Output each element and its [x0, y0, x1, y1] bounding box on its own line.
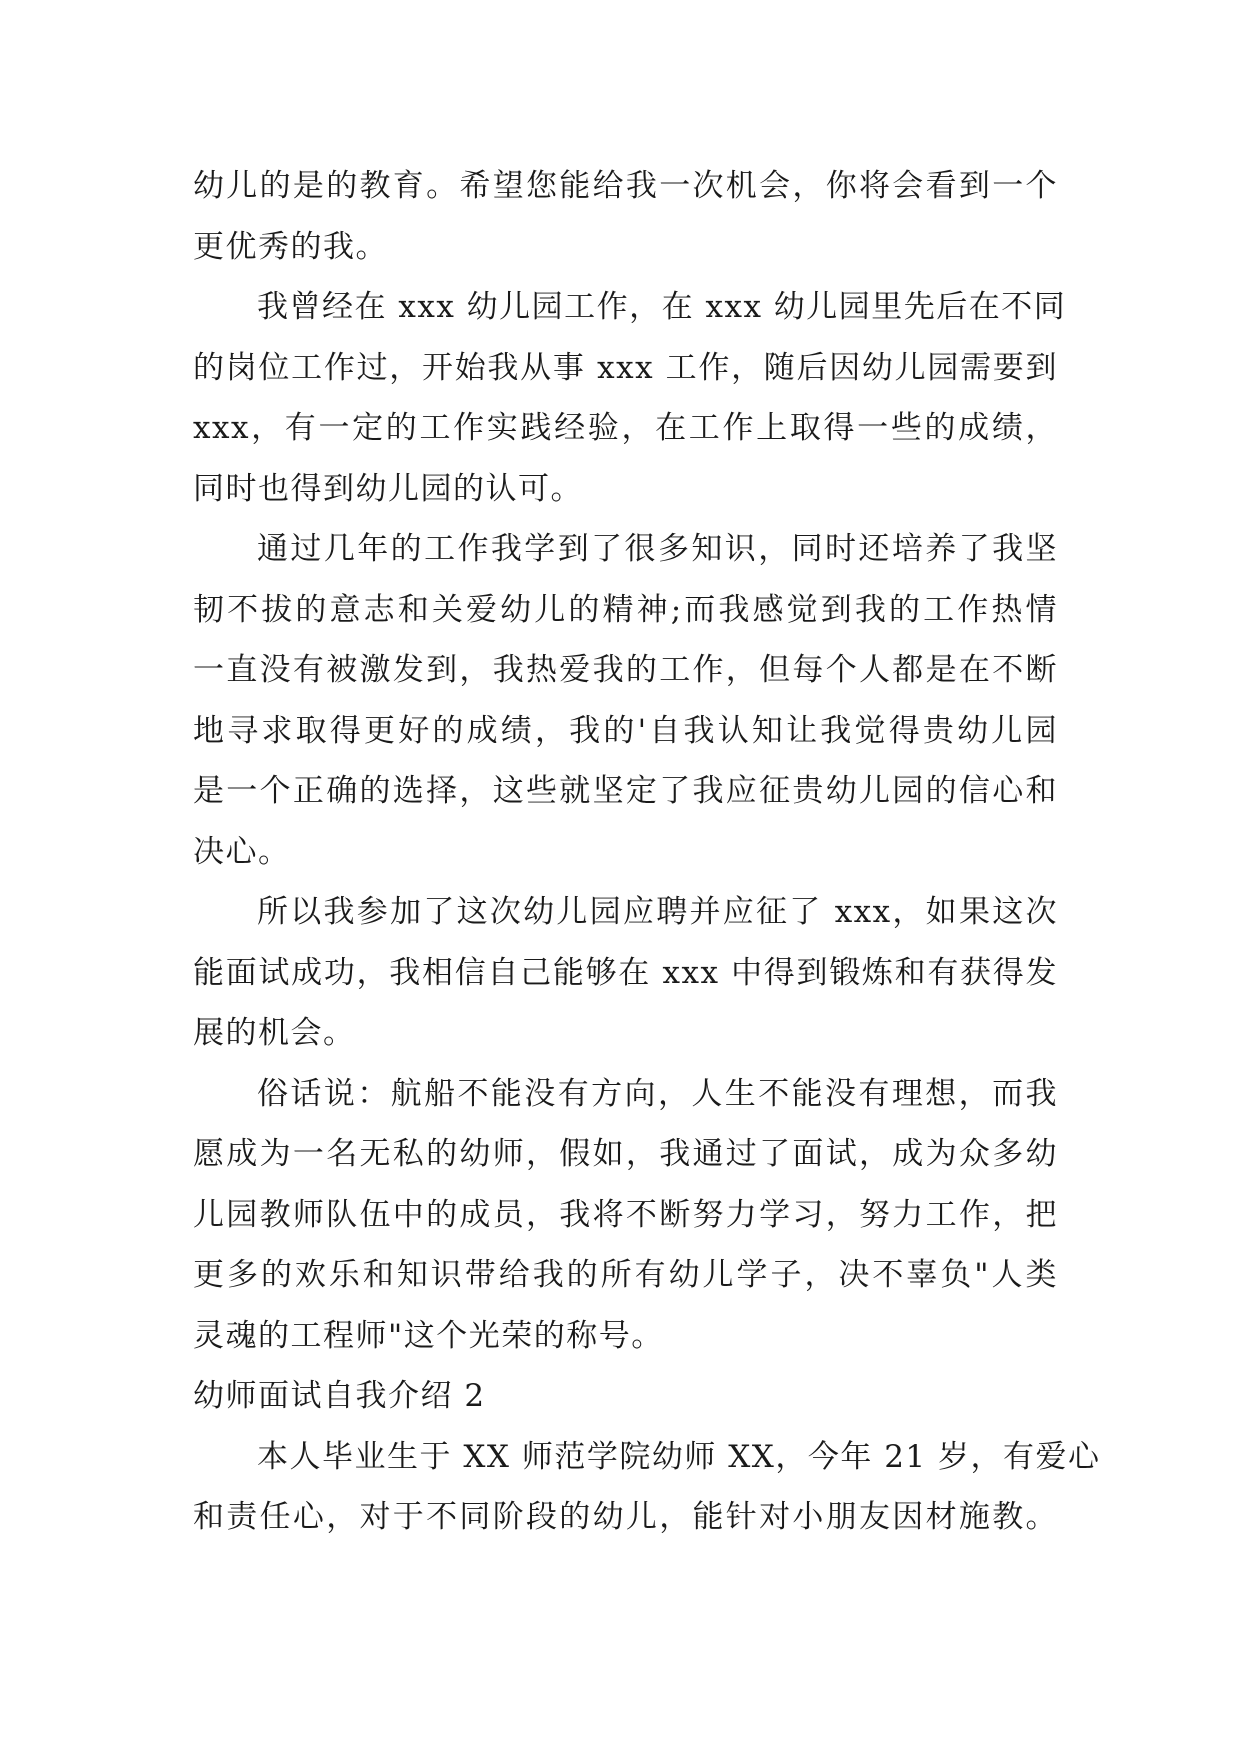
section-heading: 幼师面试自我介绍 2: [193, 1378, 486, 1414]
text-line: 更多的欢乐和知识带给我的所有幼儿学子，决不辜负"人类: [193, 1257, 1058, 1293]
text-line: 是一个正确的选择，这些就坚定了我应征贵幼儿园的信心和: [193, 773, 1058, 809]
text-line: 同时也得到幼儿园的认可。: [193, 470, 583, 507]
text-line: 一直没有被激发到，我热爱我的工作，但每个人都是在不断: [193, 652, 1058, 688]
text-line: 的岗位工作过，开始我从事 xxx 工作，随后因幼儿园需要到: [193, 349, 1058, 386]
text-line: 地寻求取得更好的成绩，我的'自我认知让我觉得贵幼儿园: [193, 712, 1058, 749]
text-line: 愿成为一名无私的幼师，假如，我通过了面试，成为众多幼: [193, 1136, 1058, 1172]
text-line: 韧不拔的意志和关爱幼儿的精神;而我感觉到我的工作热情: [193, 591, 1058, 628]
text-line: 能面试成功，我相信自己能够在 xxx 中得到锻炼和有获得发: [193, 954, 1058, 991]
paragraph-first-line: 本人毕业生于 XX 师范学院幼师 XX，今年 21 岁，有爱心: [257, 1438, 1101, 1475]
text-line: 更优秀的我。: [193, 228, 388, 265]
paragraph-first-line: 通过几年的工作我学到了很多知识，同时还培养了我坚: [257, 531, 1058, 567]
paragraph-first-line: 我曾经在 xxx 幼儿园工作，在 xxx 幼儿园里先后在不同: [257, 289, 1067, 325]
text-line: 展的机会。: [193, 1015, 356, 1051]
document-body: [193, 156, 1101, 1548]
paragraph-first-line: 俗话说：航船不能没有方向，人生不能没有理想，而我: [257, 1075, 1058, 1112]
text-line: 灵魂的工程师"这个光荣的称号。: [193, 1317, 664, 1354]
text-line: 和责任心，对于不同阶段的幼儿，能针对小朋友因材施教。: [193, 1499, 1058, 1535]
text-line: 儿园教师队伍中的成员，我将不断努力学习，努力工作，把: [193, 1196, 1058, 1233]
text-line: 幼儿的是的教育。希望您能给我一次机会，你将会看到一个: [193, 168, 1058, 204]
text-line: 决心。: [193, 833, 291, 870]
text-line: xxx，有一定的工作实践经验，在工作上取得一些的成绩，: [193, 410, 1058, 446]
paragraph-first-line: 所以我参加了这次幼儿园应聘并应征了 xxx，如果这次: [257, 894, 1058, 930]
